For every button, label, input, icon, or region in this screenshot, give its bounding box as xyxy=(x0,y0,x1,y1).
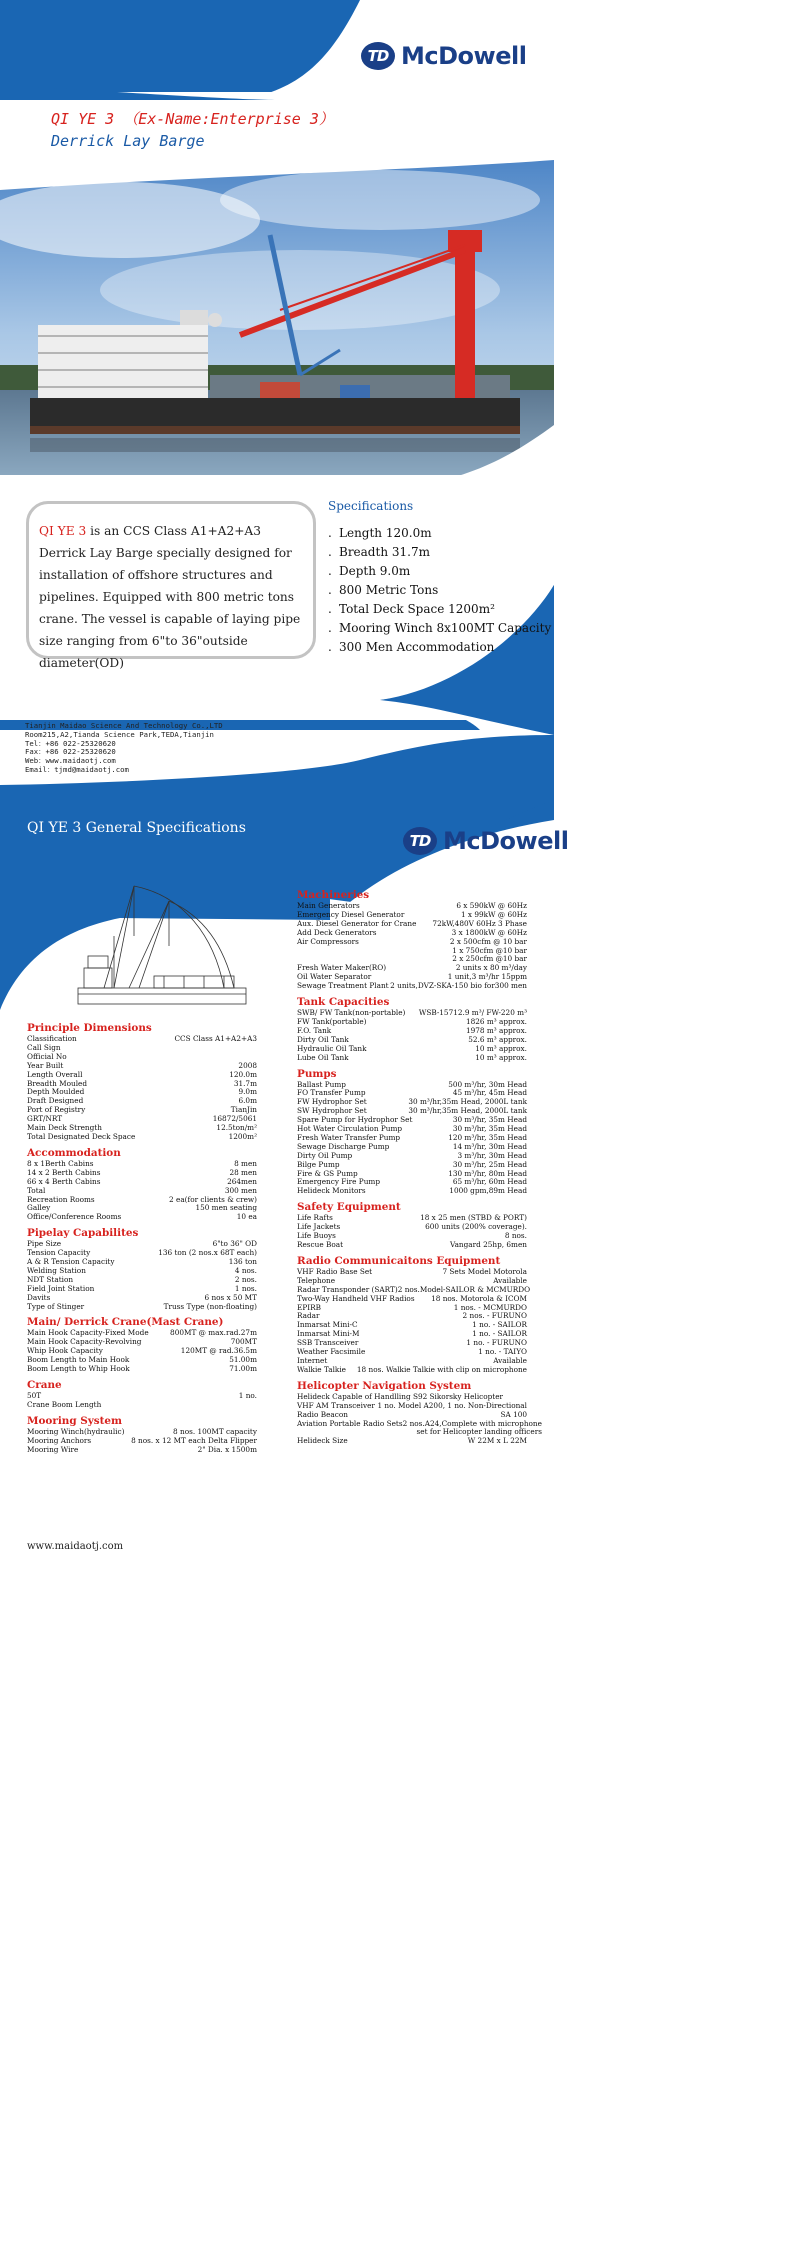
spec-label: Davits xyxy=(27,1292,51,1302)
spec-label: Emergency Fire Pump xyxy=(297,1177,380,1187)
section-heading: Helicopter Navigation System xyxy=(297,1379,472,1392)
spec-item-text: Mooring Winch 8x100MT Capacity xyxy=(339,621,552,635)
contact-line: Fax：+86 022-25320620 xyxy=(25,747,116,757)
spec-label: Telephone xyxy=(297,1275,336,1285)
spec-label: Rescue Boat xyxy=(297,1240,344,1249)
spec-value: 8 nos. xyxy=(504,1231,527,1241)
mcdowell-logo-p2 xyxy=(403,827,568,855)
spec-label: Life Rafts xyxy=(297,1213,333,1223)
spec-value: 700MT xyxy=(230,1337,257,1347)
spec-label: Oil Water Separator xyxy=(297,972,372,982)
spec-value: 8 nos. x 12 MT each Delta Flipper xyxy=(131,1435,257,1445)
spec-label: Two-Way Handheld VHF Radios xyxy=(297,1293,415,1303)
bullet-icon: . xyxy=(328,640,332,654)
section-heading: Accommodation xyxy=(27,1146,121,1159)
spec-row xyxy=(27,1365,257,1374)
spec-value: 1 no. - SAILOR xyxy=(472,1320,527,1330)
spec-label: Galley xyxy=(27,1203,51,1213)
spec-label: Boom Length to Whip Hook xyxy=(27,1364,130,1374)
spec-item xyxy=(328,581,551,600)
spec-row xyxy=(27,1035,257,1044)
bullet-icon: . xyxy=(328,526,332,540)
spec-label: A & R Tension Capacity xyxy=(27,1257,115,1267)
section-heading: Main/ Derrick Crane(Mast Crane) xyxy=(27,1316,224,1329)
spec-label: Crane Boom Length xyxy=(27,1399,102,1409)
spec-label: Mooring Anchors xyxy=(27,1435,92,1445)
spec-value: 1 nos. - MCMURDO xyxy=(453,1302,527,1312)
spec-row xyxy=(297,1187,527,1196)
td-logo-mark-icon: TD xyxy=(361,42,395,70)
spec-value: 1 no. Model A200, 1 no. Non-Directional xyxy=(377,1400,527,1410)
spec-value: 1 x 99kW @ 60Hz xyxy=(460,909,527,919)
spec-label: Whip Hook Capacity xyxy=(27,1346,103,1356)
spec-item-text: Depth 9.0m xyxy=(339,564,411,578)
spec-label: Inmarsat Mini-M xyxy=(297,1329,360,1339)
spec-label: FW Tank(portable) xyxy=(297,1016,367,1026)
spec-label: Life Buoys xyxy=(297,1231,336,1241)
spec-value: 18 nos. Motorola & ICOM xyxy=(431,1293,527,1303)
spec-value: 28 men xyxy=(229,1167,257,1177)
spec-item xyxy=(328,524,551,543)
bullet-icon: . xyxy=(328,564,332,578)
spec-label: Main Deck Strength xyxy=(27,1123,102,1133)
spec-value: CCS Class A1+A2+A3 xyxy=(174,1034,257,1043)
contact-line: Tel：+86 022-25320620 xyxy=(25,738,116,748)
spec-value: 1978 m³ approx. xyxy=(465,1025,527,1035)
spec-label: Helideck Size xyxy=(297,1436,348,1446)
section-heading: Tank Capacities xyxy=(297,996,390,1009)
spec-row xyxy=(27,1446,257,1455)
logo-wordmark: McDowell xyxy=(443,827,569,855)
spec-label: Year Built xyxy=(27,1060,64,1070)
spec-label: Hot Water Circulation Pump xyxy=(297,1124,403,1134)
spec-value: 6 x 590kW @ 60Hz xyxy=(456,901,527,910)
left-spec-column xyxy=(27,1017,257,1455)
spec-label: Lube Oil Tank xyxy=(297,1052,349,1062)
spec-label: Call Sign xyxy=(27,1042,61,1052)
spec-value: 2 units x 80 m³/day xyxy=(455,963,527,973)
spec-value: 18 x 25 men (STBD & PORT) xyxy=(420,1213,527,1223)
spec-label: Emergency Diesel Generator xyxy=(297,909,405,919)
spec-item xyxy=(328,543,551,562)
spec-value: 12.5ton/m² xyxy=(216,1123,257,1133)
spec-value: 130 m³/hr, 80m Head xyxy=(448,1168,527,1178)
spec-value: TianJin xyxy=(230,1105,257,1115)
mcdowell-logo xyxy=(361,42,526,70)
spec-value: 2 nos.Model-SAILOR & MCMURDO xyxy=(397,1284,531,1294)
spec-label: Spare Pump for Hydrophor Set xyxy=(297,1115,413,1125)
spec-value: 600 units (200% coverage). xyxy=(425,1222,527,1232)
spec-value: 3 m³/hr, 30m Head xyxy=(457,1150,527,1160)
spec-value: 30 m³/hr,35m Head, 2000L tank xyxy=(408,1097,527,1107)
spec-value: 120.0m xyxy=(229,1069,257,1079)
spec-label: 66 x 4 Berth Cabins xyxy=(27,1176,101,1186)
spec-label: Fresh Water Transfer Pump xyxy=(297,1132,401,1142)
spec-label: Depth Moulded xyxy=(27,1087,85,1097)
bullet-icon: . xyxy=(328,545,332,559)
spec-label: Helideck Monitors xyxy=(297,1186,366,1196)
spec-label: Total Designated Deck Space xyxy=(27,1131,136,1141)
general-spec-title: QI YE 3 General Specifications xyxy=(27,820,246,836)
spec-label: Tension Capacity xyxy=(27,1248,91,1258)
contact-block xyxy=(25,722,223,775)
spec-label: Breadth Mouled xyxy=(27,1078,88,1088)
spec-value: 65 m³/hr, 60m Head xyxy=(452,1177,527,1187)
spec-value: 51.00m xyxy=(229,1355,257,1365)
spec-value: 6"to 36" OD xyxy=(212,1239,257,1249)
spec-row xyxy=(27,1178,257,1187)
spec-label: Aviation Portable Radio Sets xyxy=(297,1418,403,1428)
spec-label: Total xyxy=(27,1185,46,1195)
spec-value: 1826 m³ approx. xyxy=(465,1016,527,1026)
contact-line: Email：tjmd@maidaotj.com xyxy=(25,764,129,774)
barge-line-drawing xyxy=(74,876,250,1016)
spec-value: 2 ea(for clients & crew) xyxy=(169,1194,257,1204)
intro-text: is an CCS Class A1+A2+A3 Derrick Lay Barge specially designed for installation of offshore structures and pipelines. Equipped with 800 metric tons crane. The vessel is capable of laying pipe size ranging from 6"to 36"outside diameter(OD) xyxy=(39,524,301,670)
spec-label: Fresh Water Maker(RO) xyxy=(297,963,387,973)
spec-label: Welding Station xyxy=(27,1265,86,1275)
photo-top-curve xyxy=(0,160,554,190)
spec-label: Boom Length to Main Hook xyxy=(27,1355,130,1365)
spec-value: 800MT @ max.rad.27m xyxy=(170,1328,257,1338)
spec-value: 500 m³/hr, 30m Head xyxy=(448,1079,527,1089)
spec-value: WSB-15712.9 m³/ FW-220 m³ xyxy=(418,1008,527,1018)
section-heading: Crane xyxy=(27,1379,62,1391)
spec-item xyxy=(328,562,551,581)
spec-value: 2" Dia. x 1500m xyxy=(197,1444,257,1454)
section-heading: Safety Equipment xyxy=(297,1201,401,1214)
spec-item-text: 300 Men Accommodation xyxy=(339,640,495,654)
spec-value: 3 x 1800kW @ 60Hz xyxy=(451,927,527,937)
spec-label: VHF Radio Base Set xyxy=(297,1266,373,1276)
spec-item-text: Breadth 31.7m xyxy=(339,545,430,559)
spec-label: EPIRB xyxy=(297,1302,321,1312)
spec-label: Dirty Oil Pump xyxy=(297,1150,353,1160)
spec-label: Sewage Treatment Plant xyxy=(297,981,389,991)
spec-value: 4 nos. xyxy=(234,1265,257,1275)
spec-value: 2 nos.A24,Complete with microphone set for Helicopter landing officers xyxy=(402,1418,542,1437)
spec-row xyxy=(297,1437,527,1446)
spec-label: Aux. Diesel Generator for Crane xyxy=(297,918,417,928)
spec-label: Sewage Discharge Pump xyxy=(297,1141,390,1151)
spec-value: 120MT @ rad.36.5m xyxy=(180,1346,257,1356)
spec-value: 2008 xyxy=(238,1060,257,1070)
spec-value: Available xyxy=(493,1275,527,1285)
intro-vessel-name: QI YE 3 xyxy=(39,524,87,538)
spec-label: F.O. Tank xyxy=(297,1025,332,1035)
spec-row xyxy=(297,1054,527,1063)
logo-wordmark: McDowell xyxy=(401,42,527,70)
spec-value: Truss Type (non-floating) xyxy=(163,1301,257,1311)
section-heading: Mooring System xyxy=(27,1414,123,1427)
spec-value: 2 units,DVZ-SKA-150 bio for300 men xyxy=(390,981,527,991)
section-heading: Machineries xyxy=(297,889,370,901)
section-heading: Principle Dimensions xyxy=(27,1022,152,1034)
specifications-list xyxy=(328,524,551,657)
td-logo-mark-icon: TD xyxy=(403,827,437,855)
spec-value: 264men xyxy=(227,1176,257,1186)
spec-label: VHF AM Transceiver xyxy=(297,1400,375,1410)
spec-value: 1000 gpm,89m Head xyxy=(449,1186,527,1196)
spec-value: 10 m³ approx. xyxy=(475,1052,527,1062)
spec-value: SA 100 xyxy=(500,1409,527,1419)
contact-line: Tianjin Maidao Science And Technology Co.,LTD xyxy=(25,721,223,730)
spec-row xyxy=(27,1303,257,1312)
spec-value: 1 no. xyxy=(238,1391,257,1400)
spec-value: 8 men xyxy=(234,1158,257,1168)
spec-label: Radar Transponder (SART) xyxy=(297,1284,398,1294)
spec-value: 14 m³/hr, 30m Head xyxy=(452,1141,527,1151)
spec-label: NDT Station xyxy=(27,1274,74,1284)
spec-value: 1 no. - FURUNO xyxy=(466,1338,527,1348)
spec-value: 30 m³/hr,35m Head, 2000L tank xyxy=(408,1106,527,1116)
spec-label: Bilge Pump xyxy=(297,1159,340,1169)
spec-item-text: Total Deck Space 1200m² xyxy=(339,602,495,616)
section-heading: Pumps xyxy=(297,1067,337,1080)
spec-label: Port of Registry xyxy=(27,1105,86,1115)
spec-value: 1 unit,3 m³/hr 15ppm xyxy=(447,972,527,982)
spec-value: 30 m³/hr, 25m Head xyxy=(452,1159,527,1169)
spec-value: 300 men xyxy=(224,1185,257,1195)
spec-item-text: 800 Metric Tons xyxy=(339,583,439,597)
spec-label: GRT/NRT xyxy=(27,1114,63,1124)
spec-label: 14 x 2 Berth Cabins xyxy=(27,1167,101,1177)
spec-value: 136 ton xyxy=(228,1257,257,1267)
spec-label: Add Deck Generators xyxy=(297,927,377,937)
spec-item-text: Length 120.0m xyxy=(339,526,432,540)
spec-row xyxy=(297,938,527,965)
spec-label: Pipe Size xyxy=(27,1239,62,1249)
spec-label: Draft Designed xyxy=(27,1096,84,1106)
spec-label: FW Hydrophor Set xyxy=(297,1097,367,1107)
spec-row xyxy=(297,1241,527,1250)
spec-label: Internet xyxy=(297,1355,328,1365)
cover-subtitle: Derrick Lay Barge xyxy=(51,132,205,150)
spec-value: 2 nos. - FURUNO xyxy=(462,1311,527,1321)
spec-value: 30 m³/hr, 35m Head xyxy=(452,1124,527,1134)
cover-page xyxy=(0,0,554,800)
spec-label: Classification xyxy=(27,1034,77,1043)
bullet-icon: . xyxy=(328,602,332,616)
intro-box xyxy=(26,501,316,670)
spec-label: Hydraulic Oil Tank xyxy=(297,1043,367,1053)
spec-value: 45 m³/hr, 45m Head xyxy=(452,1088,527,1098)
spec-label: Walkie Talkie xyxy=(297,1364,347,1374)
spec-label: Radio Beacon xyxy=(297,1409,348,1419)
right-spec-column xyxy=(297,884,542,1446)
spec-row xyxy=(27,1133,257,1142)
spec-label: Main Hook Capacity-Revolving xyxy=(27,1337,142,1347)
spec-label: Ballast Pump xyxy=(297,1079,346,1089)
spec-label: Air Compressors xyxy=(297,936,359,946)
spec-label: Radar xyxy=(297,1311,320,1321)
spec-label: Dirty Oil Tank xyxy=(297,1034,349,1044)
spec-item xyxy=(328,600,551,619)
spec-value: 16872/5061 xyxy=(212,1114,257,1124)
spec-label: Inmarsat Mini-C xyxy=(297,1320,358,1330)
spec-row xyxy=(27,1213,257,1222)
spec-row xyxy=(297,1366,527,1375)
cover-title: QI YE 3 （Ex-Name:Enterprise 3） xyxy=(51,110,334,128)
contact-line: Web：www.maidaotj.com xyxy=(25,756,116,766)
spec-label: Field Joint Station xyxy=(27,1283,95,1293)
contact-line: Room215,A2,Tianda Science Park,TEDA,Tianjin xyxy=(25,729,214,739)
section-heading: Radio Communicaitons Equipment xyxy=(297,1254,501,1267)
spec-label: Official No xyxy=(27,1051,67,1061)
spec-value: 1200m² xyxy=(228,1131,257,1141)
section-heading: Pipelay Capabilites xyxy=(27,1227,139,1240)
spec-row xyxy=(297,1418,542,1438)
spec-label: Mooring Winch(hydraulic) xyxy=(27,1426,125,1436)
spec-label: SSB Transceiver xyxy=(297,1338,359,1348)
spec-value: 31.7m xyxy=(233,1078,257,1088)
spec-value: 1 no. - TAIYO xyxy=(478,1347,527,1357)
spec-label: 8 x 1Berth Cabins xyxy=(27,1158,94,1168)
spec-value: 8 nos. 100MT capacity xyxy=(173,1426,257,1436)
spec-value: 1 nos. xyxy=(234,1283,257,1293)
spec-value: 18 nos. Walkie Talkie with clip on microphone xyxy=(356,1364,527,1374)
spec-value: 72kW,480V 60Hz 3 Phase xyxy=(432,918,527,928)
spec-value: 150 men seating xyxy=(195,1203,257,1213)
spec-label: Mooring Wire xyxy=(27,1444,79,1454)
spec-item xyxy=(328,638,551,657)
spec-value: 9.0m xyxy=(238,1087,257,1097)
spec-label: SW Hydrophor Set xyxy=(297,1106,367,1116)
spec-value: Vangard 25hp, 6men xyxy=(449,1240,527,1249)
spec-item xyxy=(328,619,551,638)
bullet-icon: . xyxy=(328,583,332,597)
spec-label: Life Jackets xyxy=(297,1222,341,1232)
spec-value: 10 ea xyxy=(236,1212,257,1222)
spec-value: 6 nos x 50 MT xyxy=(204,1292,257,1302)
specifications-heading: Specifications xyxy=(328,499,414,513)
spec-value: 71.00m xyxy=(229,1364,257,1374)
spec-label: Recreation Rooms xyxy=(27,1194,95,1204)
spec-value: 52.6 m³ approx. xyxy=(468,1034,527,1044)
spec-label: Helideck Capable of Handlling S92 Sikorsky Helicopter xyxy=(297,1391,504,1401)
spec-row xyxy=(27,1401,257,1410)
spec-value: 2 x 500cfm @ 10 bar 1 x 750cfm @10 bar 2 x 250cfm @10 bar xyxy=(449,936,527,964)
spec-value: 10 m³ approx. xyxy=(475,1043,527,1053)
spec-label: Type of Stinger xyxy=(27,1301,85,1311)
spec-value: 30 m³/hr, 35m Head xyxy=(452,1115,527,1125)
spec-value: 136 ton (2 nos.x 68T each) xyxy=(158,1248,257,1258)
spec-label: 50T xyxy=(27,1391,42,1400)
spec-label: Office/Conference Rooms xyxy=(27,1212,122,1222)
spec-label: Length Overall xyxy=(27,1069,83,1079)
spec-value: 7 Sets Model Motorola xyxy=(442,1266,527,1276)
photo-bottom-curve xyxy=(0,425,554,485)
spec-label: Fire & GS Pump xyxy=(297,1168,358,1178)
spec-value: 2 nos. xyxy=(234,1274,257,1284)
spec-value: Available xyxy=(493,1355,527,1365)
spec-value: W 22M x L 22M xyxy=(467,1436,527,1446)
spec-label: SWB/ FW Tank(non-portable) xyxy=(297,1008,406,1018)
footer-url: www.maidaotj.com xyxy=(27,1541,124,1552)
spec-label: Main Hook Capacity-Fixed Mode xyxy=(27,1328,149,1338)
spec-row xyxy=(297,982,527,991)
spec-value: 1 no. - SAILOR xyxy=(472,1329,527,1339)
spec-label: Weather Facsimile xyxy=(297,1347,366,1357)
spec-value: 6.0m xyxy=(238,1096,257,1106)
spec-label: FO Transfer Pump xyxy=(297,1088,366,1098)
spec-label: Main Generators xyxy=(297,901,360,910)
spec-value: 120 m³/hr, 35m Head xyxy=(448,1132,527,1142)
bullet-icon: . xyxy=(328,621,332,635)
